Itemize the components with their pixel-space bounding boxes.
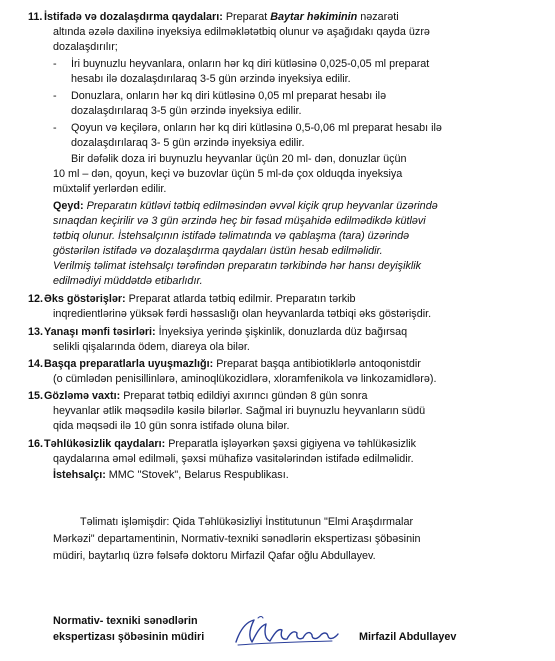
section-title: Təhlükəsizlik qaydaları:: [44, 438, 166, 450]
section-number: 15.: [28, 390, 44, 402]
section-title: Başqa preparatlarla uyuşmazlığı:: [44, 358, 214, 370]
note-label: Qeyd:: [53, 200, 84, 212]
section-number: 11.: [28, 11, 43, 23]
manufacturer-label: İstehsalçı:: [53, 469, 106, 481]
document-page: 11. İstifadə və dozalaşdırma qaydaları: Preparat Baytar həkiminin nəzarəti altında əzələ daxilinə inyeksiya edilməklətətbiq olunur və aşağıdakı qayda üzrə dozalaşdırılır; - İri buynuzlu heyvanlara, onların hər kq diri kütləsinə 0,025-0,05 ml preparat hesabı ilə dozalaşdırılaraq 3-5 gün ərzində inyeksiya edilir. - Donuzlara, onların hər kq diri kütləsinə 0,05 ml preparat hesabı ilə dozalaşdırılaraq 3-5 gün ərzində inyeksiya edilir. - Qoyun və keçilərə, onların hər kq diri kütləsinə 0,5-0,06 ml preparat hesabı ilə dozalaşdırılaraq 3- 5 gün ərzində inyeksiya edilir. Bir dəfəlik doza iri buynuzlu heyvanlar üçün 20 ml- dən, donuzlar üçün 10 ml – dən, qoyun, keçi və buzovlar üçün 5 ml-də çox olduqda inyeksiya müxtəlif yerlərdən edilir. Qeyd: Preparatın kütləvi tətbiq edilməsindən əvvəl kiçik qrup heyvanlar üzərində sınaqdan keçirilir və 3 gün ərzində heç bir fəsad müşahidə edilmədikdə kütləvi tətbiq olunur. İstehsalçının istifadə təlimatında və qablaşma (tara) üzərində göstərilən istifadə və dozalaşdırma qaydaları üstün hesab edilməlidir. Verilmiş təlimat istehsalçı tərəfindən preparatın tərkibində hər hansı deyişiklik edilmədiyi müddətdə etibarlıdır. 12. Əks göstərişlər: Preparat atlarda tətbiq edilmir. Preparatın tərkib inqredientlərinə yüksək fərdi həssaslığı olan heyvanlarda tətbiqi əks göstərişdir. 13. Yanaşı mənfi təsirləri: İnyeksiya yerində şişkinlik, donuzlarda düz bağırsaq selikli qişalarında ödem, diareya ola bilər. 14. Başqa preparatlarla uyuşmazlığı: Preparat başqa antibiotiklərlə antoqonistdir (o cümlədən penisillinlərə, aminoqlükozidlərə, xloramfenikola və linkozamidlərə). 15. Gözləmə vaxtı: Preparat tətbiq edildiyi axırıncı gündən 8 gün sonra heyvanlar ətlik məqsədilə kəsilə bilərlər. Sağmal iri buynuzlu heyvanların südü qida məqsədi ilə 10 gün sonra istifadə oluna bilər. 16. Təhlükəsizlik qaydaları: Preparatla işləyərkən şəxsi gigiyena və təhlükəsizlik qaydalarına əməl edilməli, şəxsi mühafizə vasitələrindən istifadə edilməlidir. İstehsalçı: MMC "Stovek", Belarus Respublikası. Təlimatı işləmişdir: Qida Təhlükəsizliyi İnstitutunun "Elmi Araşdırmalar Mərkəzi" departamentinin, Normativ-texniki sənədlərin ekspertizası şöbəsinin müdiri, baytarlıq üzrə fəlsəfə doktoru Mirfazil Qafar oğlu Abdullayev. Normativ- texniki sənədlərin ekspertizası şöbəsinin müdiri Mirfazil Abdullayev: [0, 0, 555, 661]
section-title: Gözləmə vaxtı:: [44, 390, 121, 402]
section-number: 14.: [28, 358, 44, 370]
bullet-dash: -: [53, 122, 57, 134]
section-title: Əks göstərişlər:: [44, 293, 126, 305]
section-title: Yanaşı mənfi təsirləri:: [44, 326, 156, 338]
bullet-dash: -: [53, 58, 57, 70]
highlight-baytar: Baytar həkiminin: [270, 11, 358, 23]
manufacturer-value: MMC "Stovek", Belarus Respublikası.: [105, 469, 289, 481]
section-title: İstifadə və dozalaşdırma qaydaları:: [44, 11, 223, 23]
handwritten-signature: [232, 612, 347, 652]
bullet-dash: -: [53, 90, 57, 102]
section-number: 16.: [28, 438, 44, 450]
section-number: 13.: [28, 326, 44, 338]
section-number: 12.: [28, 293, 44, 305]
